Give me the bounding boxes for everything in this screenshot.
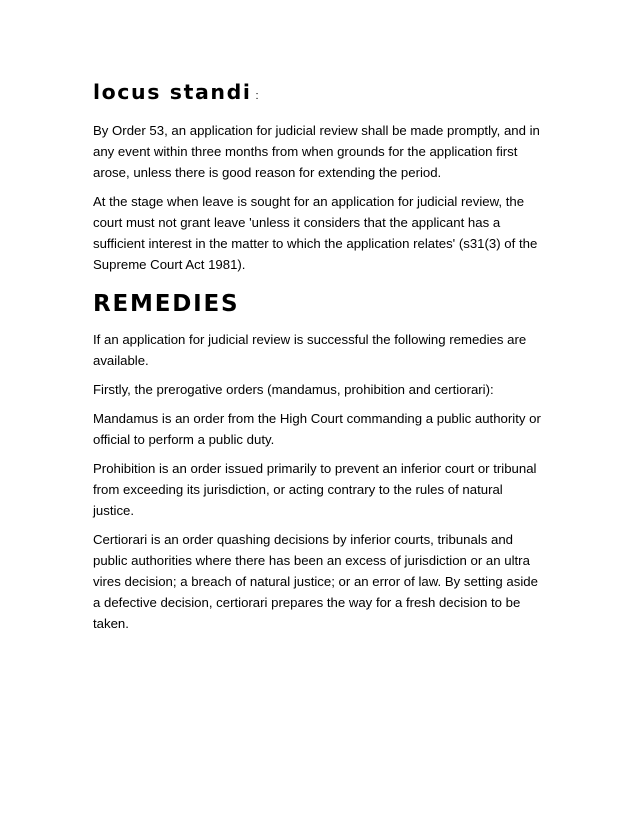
certiorari-paragraph: Certiorari is an order quashing decisions by inferior courts, tribunals and public authorities where there has been an excess of jurisdiction or an ultra vires decision; a breach of natural justice; or an error of law. By setting aside a defective decision, certiorari prepares the way for a fresh decision to be taken.	[93, 532, 538, 631]
remedies-intro-paragraph: If an application for judicial review is successful the following remedies are available.	[93, 332, 527, 368]
locus-standi-title: locus standi	[93, 80, 252, 104]
mandamus-paragraph: Mandamus is an order from the High Court commanding a public authority or official to perform a public duty.	[93, 411, 541, 447]
prohibition-paragraph: Prohibition is an order issued primarily to prevent an inferior court or tribunal from exceeding its jurisdiction, or acting contrary to the rules of natural justice.	[93, 461, 537, 518]
remedies-heading: REMEDIES	[93, 291, 240, 317]
document-page	[93, 78, 543, 642]
prerogative-orders-paragraph: Firstly, the prerogative orders (mandamus, prohibition and certiorari):	[93, 382, 494, 397]
locus-standi-heading	[93, 78, 543, 110]
locus-standi-colon: :	[255, 90, 259, 102]
leave-paragraph: At the stage when leave is sought for an application for judicial review, the court must not grant leave 'unless it considers that the applicant has a sufficient interest in the matter to which the application relates' (s31(3) of the Supreme Court Act 1981).	[93, 194, 538, 272]
order-53-paragraph: By Order 53, an application for judicial review shall be made promptly, and in any event within three months from when grounds for the application first arose, unless there is good reason for extending the period.	[93, 123, 540, 180]
